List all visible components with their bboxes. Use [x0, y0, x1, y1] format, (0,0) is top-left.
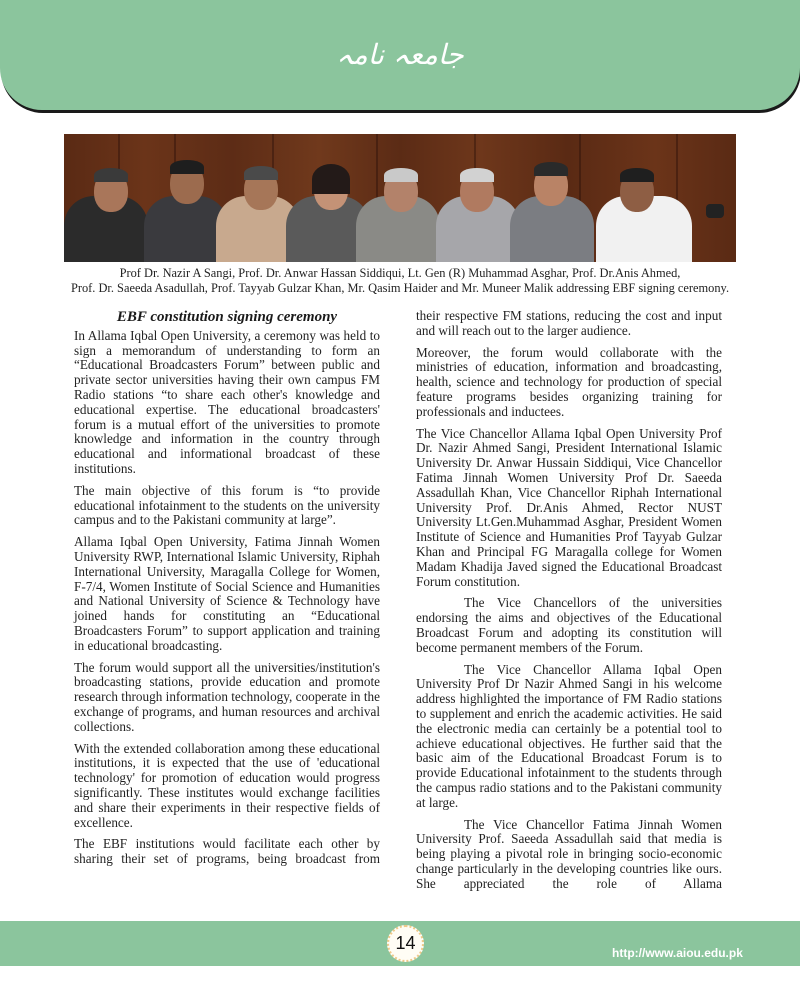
person-7 — [510, 152, 594, 262]
photo-caption — [40, 266, 760, 296]
website-url[interactable]: http://www.aiou.edu.pk — [612, 946, 743, 960]
person-5 — [356, 152, 440, 262]
paragraph: The Vice Chancellors of the universities endorsing the aims and objectives of the Educational Broadcast Forum and adopting its constitution will become permanent members of the Forum. — [416, 595, 722, 655]
paragraph: The Vice Chancellor Fatima Jinnah Women University Prof. Saeeda Assadullah said that media is being playing a pivotal role in bringing socio-economic change particularly in the developing countries like ours. She appreciated the role of Allama — [416, 816, 722, 891]
person-6 — [436, 152, 520, 262]
page-number-badge: 14 — [387, 925, 424, 962]
paragraph: The Vice Chancellor Allama Iqbal Open University Prof Dr. Nazir Ahmed Sangi, President International Islamic University Dr. Anwar Hussain Siddiqui, Vice Chancellor Fatima Jinnah Women University Prof Dr. Saeeda Assadullah Khan, Vice Chancellor Riphah International University Prof. Dr.Anis Ahmed, Rector NUST University Lt.Gen.Muhammad Asghar, President Women Institute of Science and Humanities Prof Tayyab Gulzar Khan and Principal FG Maragalla college for Women Madam Khadija Javed signed the Educational Broadcast Forum constitution. — [416, 425, 722, 589]
paragraph: The Vice Chancellor Allama Iqbal Open University Prof Dr Nazir Ahmed Sangi in his welcome address highlighted the importance of FM Radio stations to supplement and enrich the academic activities. He said the electronic media can certainly be a potential tool to achieve educational objectives. He further said that the basic aim of the Educational Broadcast Forum is to provide Educational infotainment to the students through the campus radio stations and to the Pakistani community at large. — [416, 661, 722, 810]
paragraph: In Allama Iqbal Open University, a ceremony was held to sign a memorandum of understanding to form an “Educational Broadcasters Forum” between public and private sector universities having their own campus FM Radio stations “to share each other's knowledge and educational expertise. The educational broadcasters' forum is a mutual effort of the universities to promote knowledge and information in the country through educational and informational broadcast of these institutions. — [74, 327, 380, 476]
paragraph: Moreover, the forum would collaborate with the ministries of education, information and broadcasting, health, science and technology for production of special feature programs besides organizing training for professionals and inductees. — [416, 344, 722, 419]
person-8 — [596, 152, 692, 262]
paragraph: The main objective of this forum is “to provide educational infotainment to the students on the university campus and to the Pakistani community at large”. — [74, 482, 380, 528]
paragraph: their respective FM stations, reducing the cost and input and will reach out to the larger audience. — [416, 308, 722, 338]
article-right-column — [416, 309, 722, 898]
ceremony-photo — [64, 134, 736, 262]
paragraph: The forum would support all the universities/institution's broadcasting stations, provide education and promote research through information technology, cooperate in the exchange of programs, and human resources and archival collections. — [74, 659, 380, 734]
article-left-column — [74, 310, 380, 874]
person-1 — [64, 152, 148, 262]
page-header-banner — [0, 0, 800, 110]
paragraph: With the extended collaboration among these educational institutions, it is expected that the use of 'educational technology' for promotion of education would progress significantly. These institutes would exchange facilities and share their experiments in their respective fields of excellence. — [74, 740, 380, 830]
publication-title: جامعہ نامہ — [336, 38, 464, 71]
caption-line-2: Prof. Dr. Saeeda Asadullah, Prof. Tayyab Gulzar Khan, Mr. Qasim Haider and Mr. Muneer Malik addressing EBF signing ceremony. — [70, 281, 730, 295]
article-title: EBF constitution signing ceremony — [116, 309, 338, 325]
microphone-icon — [706, 204, 724, 218]
caption-line-1: Prof Dr. Nazir A Sangi, Prof. Dr. Anwar Hassan Siddiqui, Lt. Gen (R) Muhammad Asghar, Prof. Dr.Anis Ahmed, — [119, 266, 681, 280]
paragraph: Allama Iqbal Open University, Fatima Jinnah Women University RWP, International Islamic University, Riphah International University, Maragalla College for Women, F-7/4, Women Institute of Social Science and Humanities and National University of Science & Technology have joined hands for constituting an “Educational Broadcasters Forum” to support application and training in educational broadcasting. — [74, 534, 380, 653]
paragraph: The EBF institutions would facilitate each other by sharing their set of programs, being broadcast from — [74, 836, 380, 867]
